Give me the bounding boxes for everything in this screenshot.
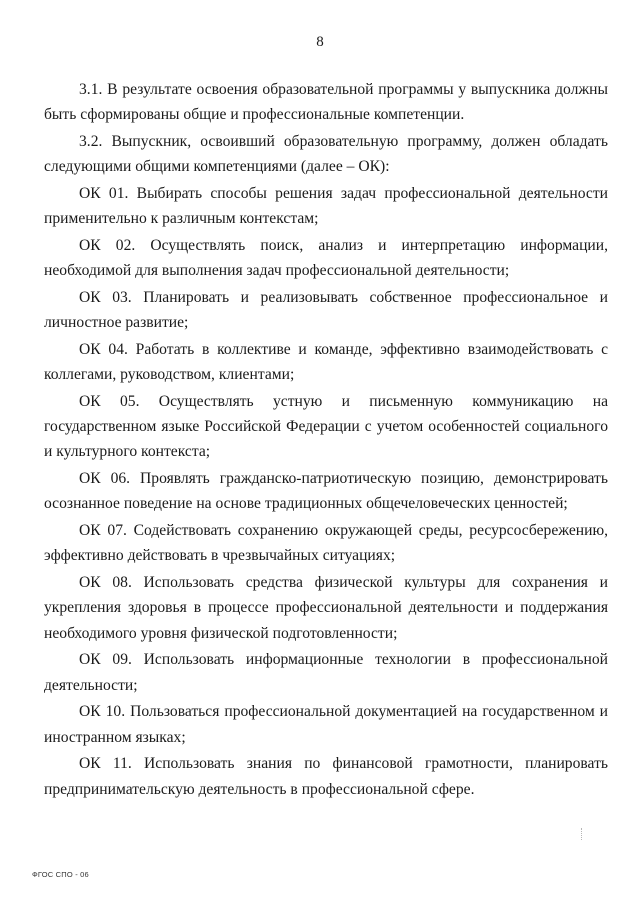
competency-ok-05: ОК 05. Осуществлять устную и письменную коммуникацию на государственном языке Российской Федерации с учетом особенностей социального и культурного контекста; bbox=[44, 393, 608, 461]
competency-ok-07: ОК 07. Содействовать сохранению окружающей среды, ресурсосбережению, эффективно действовать в чрезвычайных ситуациях; bbox=[44, 522, 608, 565]
competency-ok-04: ОК 04. Работать в коллективе и команде, эффективно взаимодействовать с коллегами, руководством, клиентами; bbox=[44, 341, 608, 384]
document-body bbox=[44, 77, 608, 803]
competency-ok-09: ОК 09. Использовать информационные технологии в профессиональной деятельности; bbox=[44, 651, 608, 694]
competency-ok-03: ОК 03. Планировать и реализовывать собственное профессиональное и личностное развитие; bbox=[44, 289, 608, 332]
competency-ok-06: ОК 06. Проявлять гражданско-патриотическую позицию, демонстрировать осознанное поведение на основе традиционных общечеловеческих ценностей; bbox=[44, 470, 608, 513]
competency-ok-10: ОК 10. Пользоваться профессиональной документацией на государственном и иностранном языках; bbox=[44, 703, 608, 746]
competency-ok-11: ОК 11. Использовать знания по финансовой грамотности, планировать предпринимательскую деятельность в профессиональной сфере. bbox=[44, 755, 608, 798]
competency-ok-02: ОК 02. Осуществлять поиск, анализ и интерпретацию информации, необходимой для выполнения задач профессиональной деятельности; bbox=[44, 237, 608, 280]
competency-ok-08: ОК 08. Использовать средства физической культуры для сохранения и укрепления здоровья в процессе профессиональной деятельности и поддержания необходимого уровня физической подготовленности; bbox=[44, 574, 608, 642]
page-number: 8 bbox=[316, 34, 324, 50]
paragraph-3-1: 3.1. В результате освоения образовательной программы у выпускника должны быть сформированы общие и профессиональные компетенции. bbox=[44, 81, 608, 124]
footer-code: ФГОС СПО - 06 bbox=[32, 870, 89, 879]
paragraph-3-2: 3.2. Выпускник, освоивший образовательную программу, должен обладать следующими общими компетенциями (далее – ОК): bbox=[44, 133, 608, 176]
scan-artifact bbox=[581, 828, 583, 840]
competency-ok-01: ОК 01. Выбирать способы решения задач профессиональной деятельности применительно к различным контекстам; bbox=[44, 185, 608, 228]
